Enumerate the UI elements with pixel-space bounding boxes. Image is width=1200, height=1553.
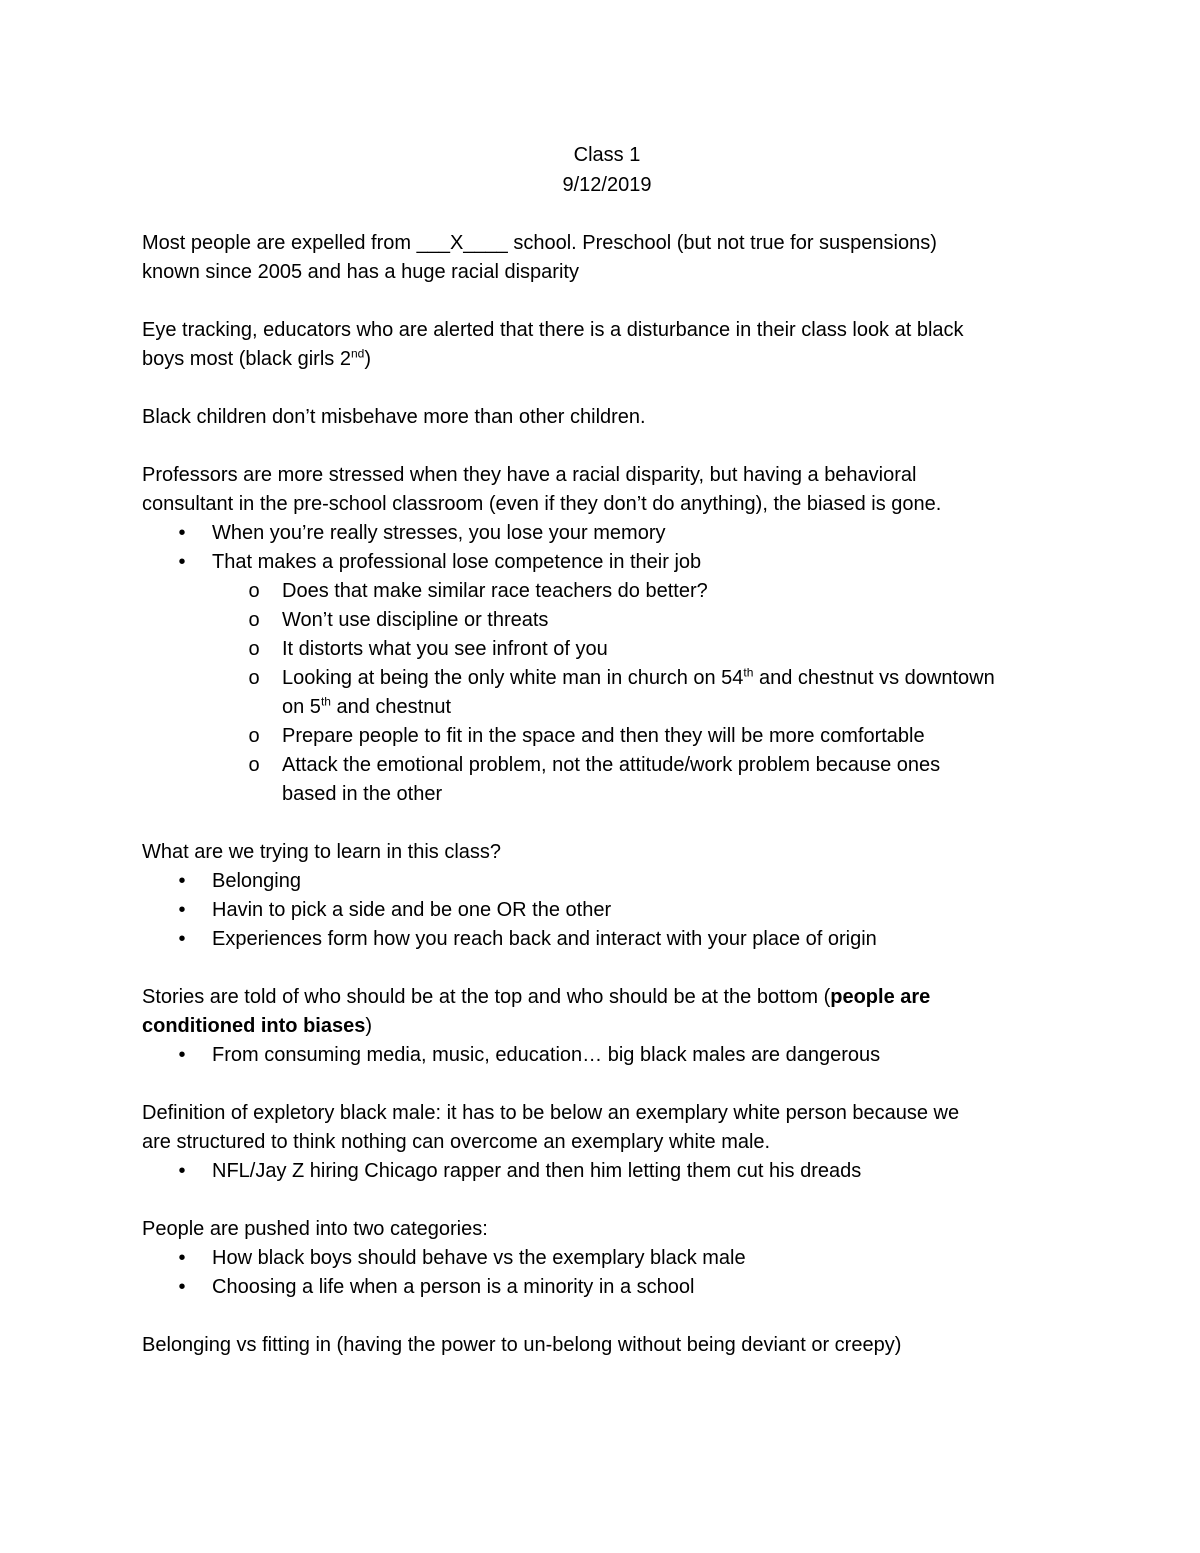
- list-item-text: Choosing a life when a person is a minority in a school: [212, 1276, 695, 1298]
- bullet-icon: •: [178, 522, 186, 544]
- bullet-list: [142, 867, 1072, 954]
- paragraph-stories: [142, 983, 1072, 1070]
- sub-bullet-icon: o: [248, 580, 260, 602]
- bullet-icon: •: [178, 1247, 186, 1269]
- paragraph-line: [142, 345, 1072, 374]
- list-item-text: Won’t use discipline or threats: [282, 609, 549, 631]
- bullet-list: [142, 519, 1072, 577]
- paragraph-categories: [142, 1215, 1072, 1302]
- paragraph-line: [142, 1012, 1072, 1041]
- paragraph-line: Most people are expelled from ___X____ school. Preschool (but not true for suspensions): [142, 232, 937, 254]
- paragraph-line: What are we trying to learn in this class?: [142, 841, 502, 863]
- list-item: [142, 519, 1072, 548]
- paragraph-learning-goals: [142, 838, 1072, 954]
- text-run: Looking at being the only white man in church on 54: [282, 667, 744, 689]
- sub-bullet-icon: o: [248, 609, 260, 631]
- list-item: [142, 1157, 1072, 1186]
- list-item-text: When you’re really stresses, you lose your memory: [212, 522, 666, 544]
- text-run: on 5: [282, 696, 321, 718]
- sub-list-item: [142, 577, 1072, 606]
- list-item-text: Experiences form how you reach back and interact with your place of origin: [212, 928, 877, 950]
- paragraph-expulsion: [142, 229, 1072, 287]
- superscript: th: [320, 694, 331, 709]
- text-run: boys most (black girls 2: [142, 348, 351, 370]
- list-item-text: From consuming media, music, education… big black males are dangerous: [212, 1044, 881, 1066]
- sub-list-item: [142, 635, 1072, 664]
- list-item-text: Havin to pick a side and be one OR the other: [212, 899, 612, 921]
- text-run: Stories are told of who should be at the top and who should be at the bottom (: [142, 986, 831, 1008]
- sub-bullet-icon: o: [248, 754, 260, 776]
- list-item: [142, 896, 1072, 925]
- sub-bullet-icon: o: [248, 725, 260, 747]
- bullet-icon: •: [178, 1044, 186, 1066]
- text-run: and chestnut vs downtown: [753, 667, 995, 689]
- list-item-text: Does that make similar race teachers do better?: [282, 580, 708, 602]
- bullet-list: [142, 1244, 1072, 1302]
- paragraph-line: Professors are more stressed when they have a racial disparity, but having a behavioral: [142, 464, 917, 486]
- bold-text: conditioned into biases: [142, 1015, 366, 1037]
- paragraph-line: [142, 983, 1072, 1012]
- sub-bullet-icon: o: [248, 638, 260, 660]
- paragraph-line: are structured to think nothing can overcome an exemplary white male.: [142, 1131, 771, 1153]
- list-item-text: Belonging: [212, 870, 301, 892]
- document-page: [142, 140, 1072, 1360]
- list-item-text: [282, 667, 995, 718]
- bullet-icon: •: [178, 551, 186, 573]
- sub-list-item: [142, 606, 1072, 635]
- document-title: Class 1: [573, 144, 641, 166]
- superscript: th: [743, 665, 754, 680]
- list-item-text: NFL/Jay Z hiring Chicago rapper and then him letting them cut his dreads: [212, 1160, 862, 1182]
- paragraph-stress: [142, 461, 1072, 809]
- paragraph-line: known since 2005 and has a huge racial disparity: [142, 261, 579, 283]
- paragraph-belonging: [142, 1331, 1072, 1360]
- bold-text: people are: [830, 986, 931, 1008]
- paragraph-line: Eye tracking, educators who are alerted that there is a disturbance in their class look at black: [142, 319, 964, 341]
- list-item-text: Prepare people to fit in the space and then they will be more comfortable: [282, 725, 925, 747]
- sub-list-item: [142, 722, 1072, 751]
- text-run: and chestnut: [330, 696, 452, 718]
- paragraph-line: Belonging vs fitting in (having the power to un-belong without being deviant or creepy): [142, 1334, 902, 1356]
- bullet-list: [142, 1157, 1072, 1186]
- list-item-text: How black boys should behave vs the exemplary black male: [212, 1247, 746, 1269]
- text-run: ): [365, 1015, 373, 1037]
- paragraph-line: Black children don’t misbehave more than other children.: [142, 406, 646, 428]
- superscript: nd: [350, 346, 365, 361]
- paragraph-line: consultant in the pre-school classroom (even if they don’t do anything), the biased is gone.: [142, 493, 942, 515]
- text-run: ): [364, 348, 371, 370]
- list-item: [142, 1041, 1072, 1070]
- bullet-icon: •: [178, 870, 186, 892]
- list-item: [142, 548, 1072, 577]
- paragraph-line: Definition of expletory black male: it has to be below an exemplary white person because we: [142, 1102, 960, 1124]
- text-run: Attack the emotional problem, not the attitude/work problem because ones: [282, 754, 941, 776]
- list-item: [142, 1244, 1072, 1273]
- bullet-icon: •: [178, 1276, 186, 1298]
- text-run: based in the other: [282, 783, 443, 805]
- document-date: 9/12/2019: [562, 174, 652, 196]
- sub-bullet-icon: o: [248, 667, 260, 689]
- list-item: [142, 925, 1072, 954]
- list-item-text: [282, 754, 940, 805]
- list-item: [142, 1273, 1072, 1302]
- bullet-icon: •: [178, 928, 186, 950]
- paragraph-definition: [142, 1099, 1072, 1186]
- bullet-icon: •: [178, 899, 186, 921]
- paragraph-line: People are pushed into two categories:: [142, 1218, 488, 1240]
- sub-bullet-list: [142, 577, 1072, 809]
- paragraph-misbehave: [142, 403, 1072, 432]
- paragraph-eye-tracking: [142, 316, 1072, 374]
- list-item: [142, 867, 1072, 896]
- list-item-text: That makes a professional lose competence in their job: [212, 551, 702, 573]
- sub-list-item: [142, 664, 1072, 722]
- sub-list-item: [142, 751, 1072, 809]
- bullet-list: [142, 1041, 1072, 1070]
- bullet-icon: •: [178, 1160, 186, 1182]
- list-item-text: It distorts what you see infront of you: [282, 638, 608, 660]
